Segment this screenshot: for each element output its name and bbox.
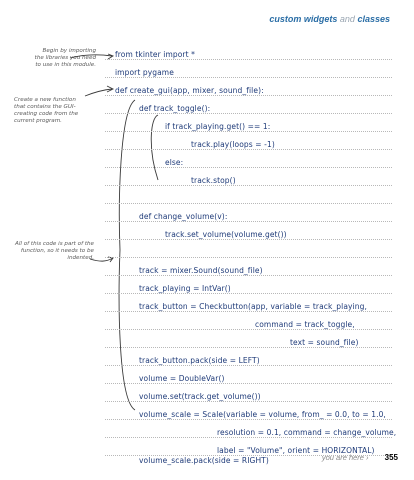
- header-part-1: custom widgets: [269, 14, 338, 24]
- code-line-7: else:: [165, 158, 184, 167]
- code-line-15: text = sound_file): [290, 338, 359, 347]
- code-line-20: resolution = 0.1, command = change_volume,: [217, 428, 397, 437]
- code-line-13: track_button = Checkbutton(app, variable = track_playing,: [139, 302, 367, 311]
- annotation-import: Begin by importing the libraries you need to use in this module.: [34, 48, 96, 68]
- code-line-6: track.play(loops = -1): [191, 140, 275, 149]
- code-line-1: from tkinter import *: [115, 50, 195, 59]
- code-line-5: if track_playing.get() == 1:: [165, 122, 271, 131]
- code-line-2: import pygame: [115, 68, 174, 77]
- page-number: 355: [384, 453, 398, 462]
- code-line-22: volume_scale.pack(side = RIGHT): [139, 456, 269, 465]
- code-line-3: def create_gui(app, mixer, sound_file):: [115, 86, 264, 95]
- code-line-18: volume.set(track.get_volume()): [139, 392, 261, 401]
- page-footer: [322, 453, 398, 462]
- code-sheet: [105, 48, 400, 468]
- header-part-2: and: [339, 14, 355, 24]
- code-line-12: track_playing = IntVar(): [139, 284, 231, 293]
- code-line-10: track.set_volume(volume.get()): [165, 230, 287, 239]
- annotation-new-function: Create a new function that contains the GUI-creating code from the current program.: [14, 97, 79, 124]
- annotation-indent: All of this code is part of the function, so it needs to be indented.: [15, 241, 94, 261]
- code-line-9: def change_volume(v):: [139, 212, 228, 221]
- code-line-8: track.stop(): [191, 176, 236, 185]
- code-line-14: command = track_toggle,: [255, 320, 355, 329]
- code-line-11: track = mixer.Sound(sound_file): [139, 266, 263, 275]
- header-part-3: classes: [357, 14, 390, 24]
- footer-you-are-here: you are here ›: [321, 453, 369, 462]
- code-line-21: label = "Volume", orient = HORIZONTAL): [217, 446, 375, 455]
- code-line-16: track_button.pack(side = LEFT): [139, 356, 260, 365]
- code-line-17: volume = DoubleVar(): [139, 374, 225, 383]
- code-line-19: volume_scale = Scale(variable = volume, from_ = 0.0, to = 1.0,: [139, 410, 386, 419]
- code-line-4: def track_toggle():: [139, 104, 211, 113]
